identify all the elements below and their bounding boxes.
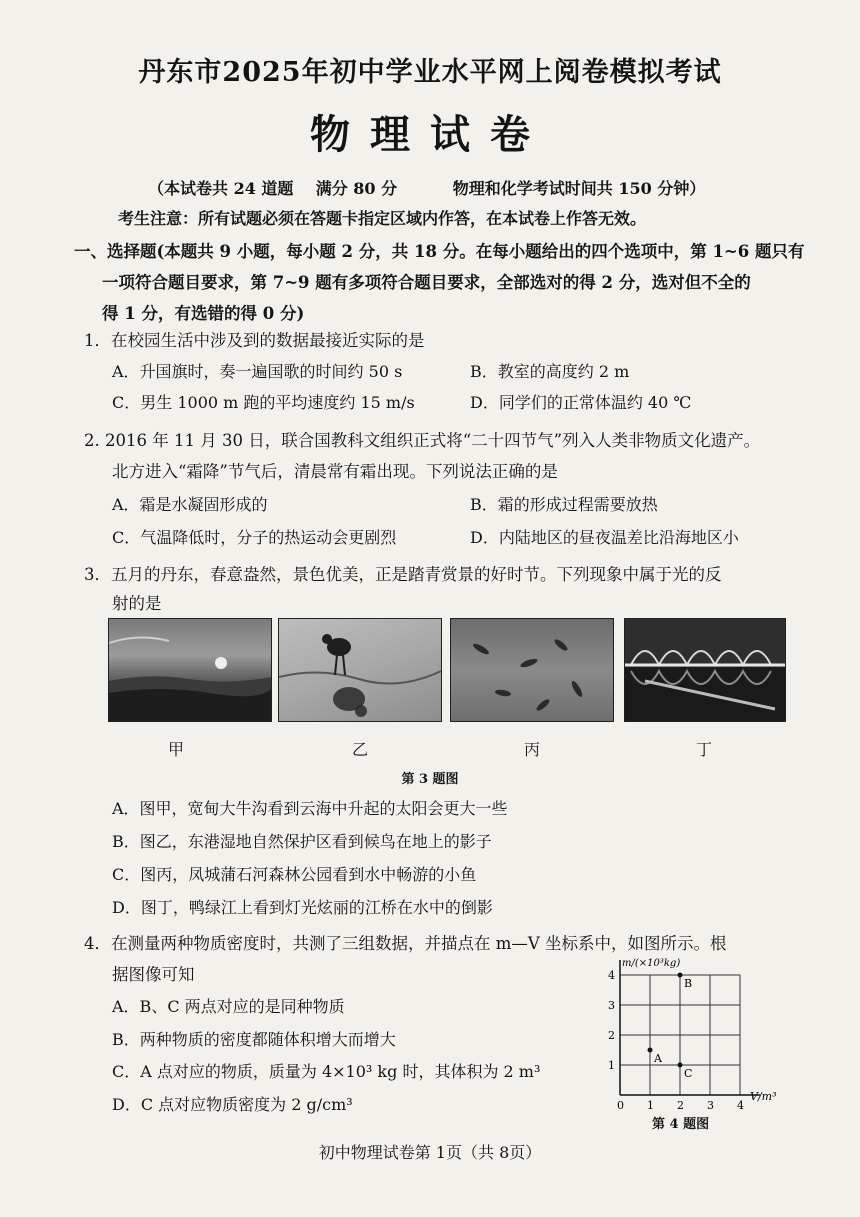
q3-option-d: D．图丁，鸭绿江上看到灯光炫丽的江桥在水中的倒影 <box>112 898 493 917</box>
x-tick-label: 1 <box>647 1099 654 1112</box>
y-tick-label: 2 <box>608 1029 615 1042</box>
q4-option-a: A．B、C 两点对应的是同种物质 <box>112 997 345 1016</box>
y-tick-label: 3 <box>608 999 615 1012</box>
q3-option-b: B．图乙，东港湿地自然保护区看到候鸟在地上的影子 <box>112 832 492 851</box>
bird-shadow-image <box>279 619 441 721</box>
x-tick-label: 3 <box>707 1099 714 1112</box>
q3-figure-caption: 第 3 题图 <box>401 772 459 787</box>
data-point-label-B: B <box>684 977 693 990</box>
q1-option-b: B．教室的高度约 2 m <box>470 362 630 381</box>
exam-info: （本试卷共 24 道题 满分 80 分 物理和化学考试时间共 150 分钟） <box>148 179 706 198</box>
y-tick-label: 4 <box>608 969 615 982</box>
photo-label-jia: 甲 <box>167 740 184 759</box>
photo-label-ding: 丁 <box>695 740 712 759</box>
y-tick-label: 1 <box>608 1059 615 1072</box>
q3-stem-line-2: 射的是 <box>112 594 162 613</box>
mv-chart <box>600 950 800 1130</box>
exam-notice: 考生注意：所有试题必须在答题卡指定区域内作答，在本试卷上作答无效。 <box>118 209 647 228</box>
data-point-C <box>678 1063 683 1068</box>
q1-option-d: D．同学们的正常体温约 40 ℃ <box>470 393 692 412</box>
photo-bing-fish <box>450 618 614 722</box>
bridge-image <box>625 619 785 721</box>
chart-points <box>648 973 693 1081</box>
data-point-label-C: C <box>684 1067 693 1080</box>
data-point-label-A: A <box>654 1052 662 1065</box>
x-axis-label: V/m³ <box>750 1090 777 1103</box>
q3-option-a: A．图甲，宽甸大牛沟看到云海中升起的太阳会更大一些 <box>112 799 508 818</box>
chart-grid <box>620 975 740 1095</box>
sunrise-image <box>109 619 271 721</box>
q3-option-c: C．图丙，凤城蒲石河森林公园看到水中畅游的小鱼 <box>112 865 477 884</box>
y-axis-label: m/(×10³kg) <box>622 958 681 969</box>
q2-option-a: A．霜是水凝固形成的 <box>112 495 268 514</box>
photo-label-bing: 丙 <box>523 740 540 759</box>
x-tick-label: 4 <box>737 1099 744 1112</box>
q2-stem-line-2: 北方进入“霜降”节气后，清晨常有霜出现。下列说法正确的是 <box>112 462 558 481</box>
x-tick-label: 0 <box>617 1099 624 1112</box>
section-heading-line-1: 一、选择题(本题共 9 小题，每小题 2 分，共 18 分。在每小题给出的四个选项中，第 1~6 题只有 <box>74 242 805 261</box>
q2-option-d: D．内陆地区的昼夜温差比沿海地区小 <box>470 528 739 547</box>
section-heading <box>74 236 814 329</box>
page-footer: 初中物理试卷第 1页（共 8页） <box>318 1143 542 1162</box>
section-heading-line-2: 一项符合题目要求，第 7~9 题有多项符合题目要求，全部选对的得 2 分，选对但不全的 <box>102 273 751 292</box>
q1-stem: 1．在校园生活中涉及到的数据最接近实际的是 <box>84 331 425 350</box>
photo-jia-sunrise <box>108 618 272 722</box>
q2-option-b: B．霜的形成过程需要放热 <box>470 495 658 514</box>
q4-option-c: C．A 点对应的物质，质量为 4×10³ kg 时，其体积为 2 m³ <box>112 1062 541 1081</box>
q1-option-a: A．升国旗时，奏一遍国歌的时间约 50 s <box>112 362 403 381</box>
q3-stem-line-1: 3．五月的丹东，春意盎然，景色优美，正是踏青赏景的好时节。下列现象中属于光的反 <box>84 565 722 584</box>
q4-option-d: D．C 点对应物质密度为 2 g/cm³ <box>112 1095 353 1114</box>
q4-option-b: B．两种物质的密度都随体积增大而增大 <box>112 1030 396 1049</box>
section-heading-line-3: 得 1 分，有选错的得 0 分) <box>102 304 305 323</box>
exam-title: 丹东市2025年初中学业水平网上阅卷模拟考试 <box>138 57 722 88</box>
q4-figure-caption: 第 4 题图 <box>652 1117 710 1132</box>
fish-image <box>451 619 613 721</box>
photo-ding-bridge <box>624 618 786 722</box>
x-tick-label: 2 <box>677 1099 684 1112</box>
paper-title: 物理试卷 <box>310 111 550 158</box>
q2-stem-line-1: 2. 2016 年 11 月 30 日，联合国教科文组织正式将“二十四节气”列入人类非物质文化遗产。 <box>84 431 761 450</box>
photo-yi-bird-shadow <box>278 618 442 722</box>
q4-stem-line-1: 4．在测量两种物质密度时，共测了三组数据，并描点在 m—V 坐标系中，如图所示。根 <box>84 934 727 953</box>
data-point-A <box>648 1048 653 1053</box>
chart-ticks <box>608 969 744 1112</box>
data-point-B <box>678 973 683 978</box>
q4-stem-line-2: 据图像可知 <box>112 965 195 984</box>
q1-option-c: C．男生 1000 m 跑的平均速度约 15 m/s <box>112 393 415 412</box>
photo-label-yi: 乙 <box>351 740 368 759</box>
q2-option-c: C．气温降低时，分子的热运动会更剧烈 <box>112 528 397 547</box>
